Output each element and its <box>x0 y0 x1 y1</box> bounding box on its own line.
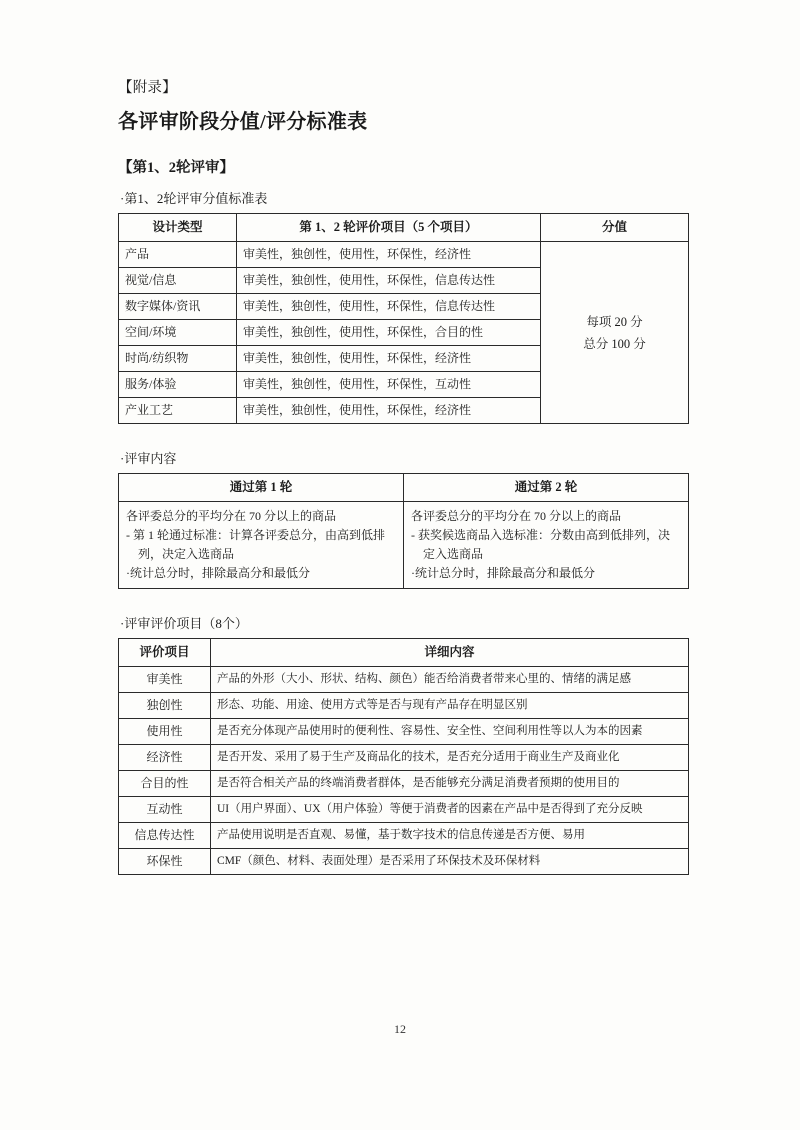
criteria-cell: 审美性，独创性，使用性，环保性，经济性 <box>237 346 541 372</box>
table-row <box>119 693 689 719</box>
round1-line-3: ·统计总分时，排除最高分和最低分 <box>126 566 310 580</box>
evaluation-items-table <box>118 638 689 875</box>
col-header-round1: 通过第 1 轮 <box>119 474 404 502</box>
evaluation-item-name: 信息传达性 <box>119 823 211 849</box>
evaluation-item-name: 独创性 <box>119 693 211 719</box>
table2-caption: ·评审内容 <box>120 451 177 466</box>
table-row <box>119 745 689 771</box>
table-row <box>119 797 689 823</box>
col-header-item: 评价项目 <box>119 639 211 667</box>
table3-caption: ·评审评价项目（8个） <box>120 616 248 631</box>
evaluation-item-desc: 是否符合相关产品的终端消费者群体，是否能够充分满足消费者预期的使用目的 <box>211 771 689 797</box>
col-header-round2: 通过第 2 轮 <box>404 474 689 502</box>
evaluation-item-name: 经济性 <box>119 745 211 771</box>
table-row <box>119 667 689 693</box>
criteria-cell: 审美性，独创性，使用性，环保性，互动性 <box>237 372 541 398</box>
round1-line-2: - 第 1 轮通过标准：计算各评委总分，由高到低排列，决定入选商品 <box>126 528 385 561</box>
score-line-2: 总分 100 分 <box>583 336 646 351</box>
design-type-cell: 视觉/信息 <box>119 268 237 294</box>
col-header-criteria: 第 1、2 轮评价项目（5 个项目） <box>237 214 541 242</box>
evaluation-item-desc: 产品的外形（大小、形状、结构、颜色）能否给消费者带来心里的、情绪的满足感 <box>211 667 689 693</box>
evaluation-item-name: 合目的性 <box>119 771 211 797</box>
design-type-cell: 时尚/纺织物 <box>119 346 237 372</box>
criteria-cell: 审美性，独创性，使用性，环保性，信息传达性 <box>237 268 541 294</box>
evaluation-item-desc: 形态、功能、用途、使用方式等是否与现有产品存在明显区别 <box>211 693 689 719</box>
criteria-cell: 审美性，独创性，使用性，环保性，信息传达性 <box>237 294 541 320</box>
evaluation-item-desc: UI（用户界面）、UX（用户体验）等便于消费者的因素在产品中是否得到了充分反映 <box>211 797 689 823</box>
col-header-detail: 详细内容 <box>211 639 689 667</box>
criteria-cell: 审美性，独创性，使用性，环保性，合目的性 <box>237 320 541 346</box>
col-header-score: 分值 <box>541 214 689 242</box>
round2-line-1: 各评委总分的平均分在 70 分以上的商品 <box>411 509 622 523</box>
round2-content-cell <box>404 502 689 589</box>
design-type-cell: 产业工艺 <box>119 398 237 424</box>
evaluation-item-name: 互动性 <box>119 797 211 823</box>
table-row <box>119 823 689 849</box>
col-header-design-type: 设计类型 <box>119 214 237 242</box>
round2-line-3: ·统计总分时，排除最高分和最低分 <box>411 566 595 580</box>
design-type-cell: 服务/体验 <box>119 372 237 398</box>
evaluation-item-desc: 产品使用说明是否直观、易懂，基于数字技术的信息传递是否方便、易用 <box>211 823 689 849</box>
round1-content-cell <box>119 502 404 589</box>
table-row <box>119 771 689 797</box>
page-number: 12 <box>394 1022 406 1036</box>
evaluation-item-name: 使用性 <box>119 719 211 745</box>
section-heading-round12: 【第1、2轮评审】 <box>118 160 234 176</box>
score-line-1: 每项 20 分 <box>586 314 643 329</box>
criteria-cell: 审美性，独创性，使用性，环保性，经济性 <box>237 242 541 268</box>
design-type-cell: 数字媒体/资讯 <box>119 294 237 320</box>
round2-line-2: - 获奖候选商品入选标准：分数由高到低排列，决定入选商品 <box>411 528 670 561</box>
page-title: 各评审阶段分值/评分标准表 <box>118 111 368 133</box>
evaluation-item-desc: CMF（颜色、材料、表面处理）是否采用了环保技术及环保材料 <box>211 849 689 875</box>
evaluation-item-name: 审美性 <box>119 667 211 693</box>
design-type-cell: 产品 <box>119 242 237 268</box>
round1-line-1: 各评委总分的平均分在 70 分以上的商品 <box>126 509 337 523</box>
appendix-tag: 【附录】 <box>118 80 177 96</box>
design-type-cell: 空间/环境 <box>119 320 237 346</box>
table1-caption: ·第1、2轮评审分值标准表 <box>120 191 268 206</box>
table-row <box>119 242 689 268</box>
table-row <box>119 849 689 875</box>
table-row <box>119 502 689 589</box>
evaluation-item-name: 环保性 <box>119 849 211 875</box>
score-standard-table <box>118 213 689 424</box>
table-row <box>119 719 689 745</box>
review-content-table <box>118 473 689 589</box>
table-header-row <box>119 474 689 502</box>
evaluation-item-desc: 是否充分体现产品使用时的便利性、容易性、安全性、空间利用性等以人为本的因素 <box>211 719 689 745</box>
table-header-row <box>119 639 689 667</box>
page-content <box>118 78 688 875</box>
score-cell <box>541 242 689 424</box>
criteria-cell: 审美性，独创性，使用性，环保性，经济性 <box>237 398 541 424</box>
evaluation-item-desc: 是否开发、采用了易于生产及商品化的技术，是否充分适用于商业生产及商业化 <box>211 745 689 771</box>
table-header-row <box>119 214 689 242</box>
